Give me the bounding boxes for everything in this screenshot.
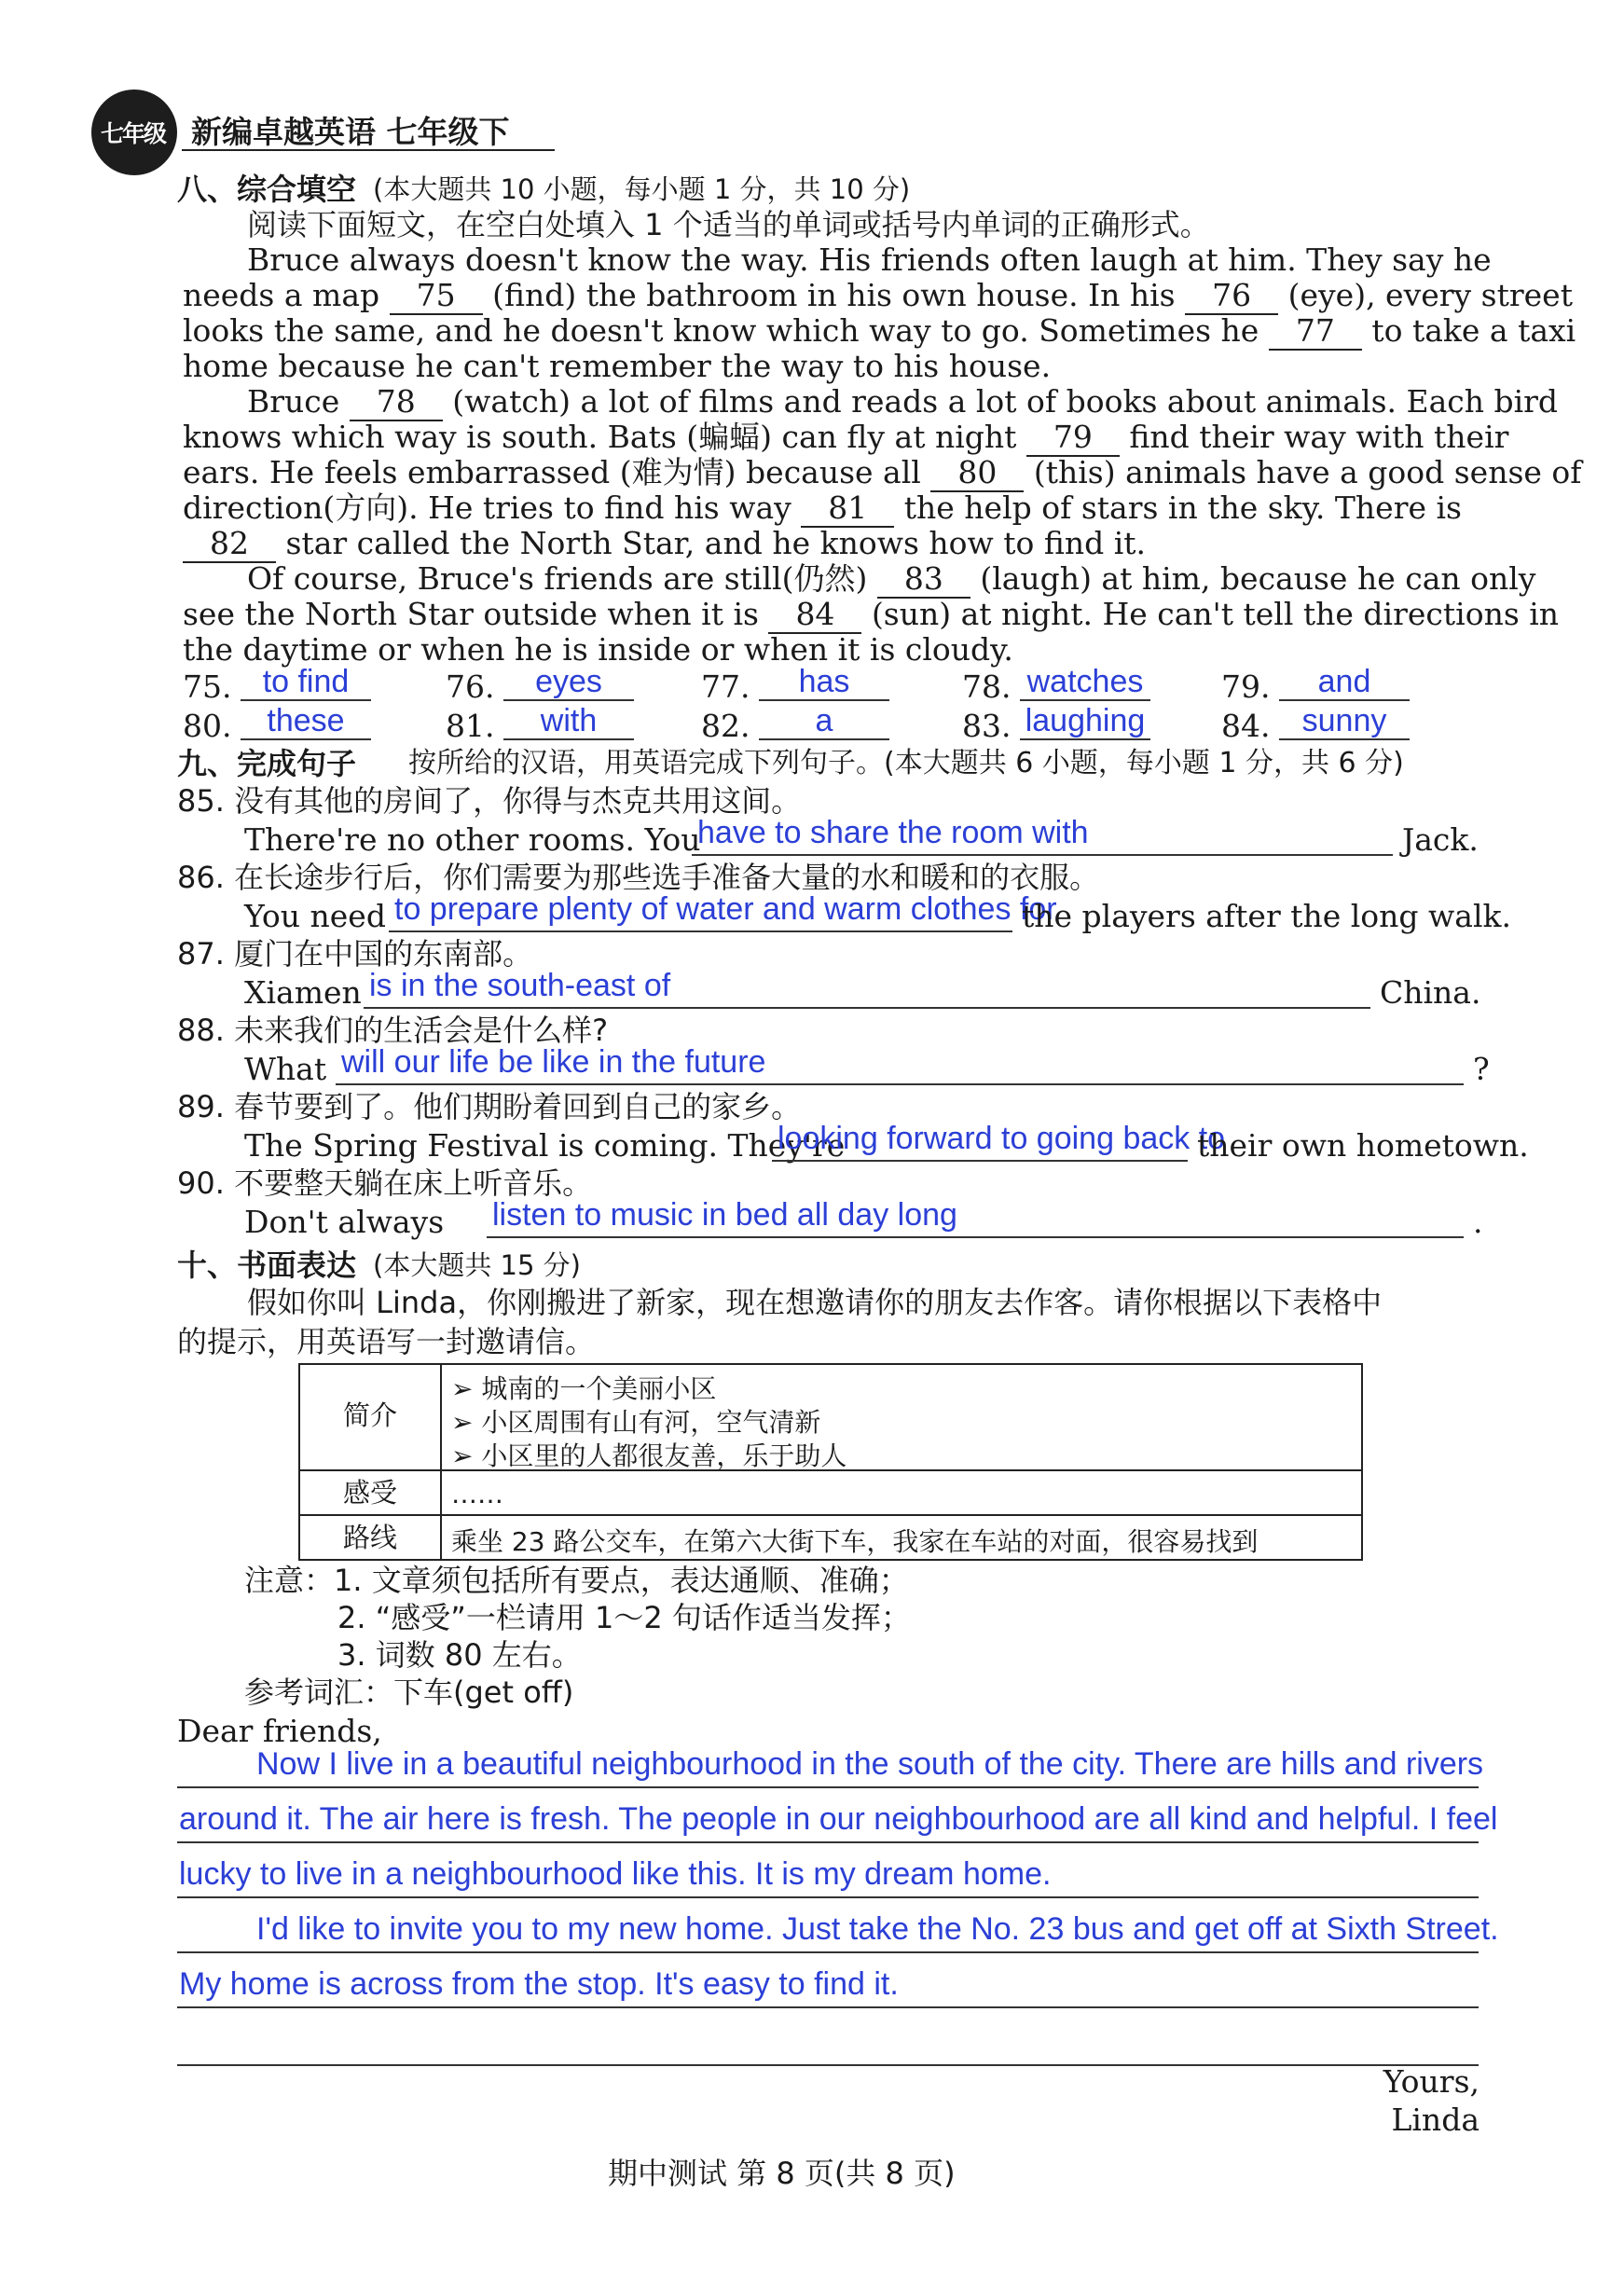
sentence-answer: to prepare plenty of water and warm clothes for bbox=[394, 891, 1057, 927]
note-line: 3. 词数 80 左右。 bbox=[337, 1637, 582, 1673]
passage-line: see the North Star outside when it is 84 (sun) at night. He can't tell the directions in bbox=[183, 596, 1560, 632]
answer-78: watches bbox=[1020, 664, 1150, 701]
sentence-end: their own hometown. bbox=[1197, 1127, 1529, 1164]
sentence-answer: is in the south-east of bbox=[369, 968, 671, 1003]
section10-prompt: 的提示，用英语写一封邀请信。 bbox=[177, 1324, 596, 1359]
passage-line: 82 star called the North Star, and he knows how to find it. bbox=[183, 526, 1146, 563]
passage-line: looks the same, and he doesn't know which way to go. Sometimes he 77 to take a taxi bbox=[183, 312, 1576, 349]
blank-76: 76 bbox=[1185, 278, 1278, 315]
answer-number: 84. bbox=[1221, 708, 1271, 744]
answer-77: has bbox=[759, 664, 889, 701]
passage-line: knows which way is south. Bats (蝙蝠) can fly at night 79 find their way with their bbox=[183, 419, 1509, 455]
sentence-start: There're no other rooms. You bbox=[244, 821, 701, 858]
note-line: 2. “感受”一栏请用 1～2 句话作适当发挥； bbox=[337, 1600, 911, 1635]
table-header-route: 路线 bbox=[300, 1516, 442, 1559]
answer-79: and bbox=[1279, 664, 1410, 701]
blank-84: 84 bbox=[768, 597, 861, 634]
essay-line: around it. The air here is fresh. The people in our neighbourhood are all kind and helpful. I feel bbox=[179, 1801, 1498, 1837]
vocab-note: 参考词汇：下车(get off) bbox=[244, 1675, 574, 1710]
closing: Yours, bbox=[1383, 2063, 1479, 2100]
answer-number: 82. bbox=[701, 708, 750, 744]
sentence-answer: listen to music in bed all day long bbox=[492, 1197, 957, 1233]
sentence-end: Jack. bbox=[1402, 821, 1479, 858]
answer-line bbox=[364, 1007, 1370, 1009]
sentence-end: the players after the long walk. bbox=[1022, 898, 1511, 934]
section9-instruction: 按所给的汉语，用英语完成下列句子。(本大题共 6 小题，每小题 1 分，共 6 分) bbox=[408, 747, 1404, 779]
table-header-feeling: 感受 bbox=[300, 1471, 442, 1514]
section10-prompt: 假如你叫 Linda，你刚搬进了新家，现在想邀请你的朋友去作客。请你根据以下表格中 bbox=[247, 1285, 1383, 1320]
answer-line bbox=[772, 1160, 1188, 1162]
answer-number: 83. bbox=[962, 708, 1012, 744]
sentence-answer: looking forward to going back to bbox=[778, 1121, 1226, 1156]
sentence-end: ? bbox=[1473, 1051, 1490, 1087]
salutation: Dear friends, bbox=[177, 1713, 382, 1749]
section8-instruction: 阅读下面短文，在空白处填入 1 个适当的单词或括号内单词的正确形式。 bbox=[247, 207, 1210, 242]
sentence-start: You need bbox=[244, 898, 386, 934]
sentence-answer: will our life be like in the future bbox=[341, 1044, 766, 1080]
section10-title: 十、书面表达 bbox=[177, 1247, 357, 1283]
answer-number: 79. bbox=[1221, 668, 1271, 705]
passage-line: Bruce always doesn't know the way. His friends often laugh at him. They say he bbox=[247, 241, 1492, 278]
sentence-start: What bbox=[244, 1051, 327, 1087]
passage-line: the daytime or when he is inside or when it is cloudy. bbox=[183, 631, 1013, 668]
sentence-prompt: 87. 厦门在中国的东南部。 bbox=[177, 936, 533, 972]
section9-title: 九、完成句子 bbox=[177, 746, 357, 781]
writing-line bbox=[177, 2064, 1479, 2066]
sentence-prompt: 85. 没有其他的房间了，你得与杰克共用这间。 bbox=[177, 783, 802, 819]
passage-line: direction(方向). He tries to find his way 81 the help of stars in the sky. There is bbox=[183, 489, 1462, 526]
table-cell: ➢ 小区里的人都很友善，乐于助人 bbox=[451, 1440, 847, 1471]
table-cell: ➢ 小区周围有山有河，空气清新 bbox=[451, 1407, 821, 1438]
table-cell: 乘坐 23 路公交车，在第六大街下车，我家在车站的对面，很容易找到 bbox=[451, 1526, 1259, 1557]
writing-line bbox=[177, 1951, 1479, 1953]
blank-83: 83 bbox=[877, 561, 970, 599]
writing-line bbox=[177, 1841, 1479, 1843]
essay-line: I'd like to invite you to my new home. Just take the No. 23 bus and get off at Sixth Street. bbox=[256, 1911, 1499, 1947]
table-cell: …… bbox=[451, 1479, 503, 1509]
header-rule bbox=[182, 149, 555, 151]
passage-line: Of course, Bruce's friends are still(仍然) 83 (laugh) at him, because he can only bbox=[247, 560, 1536, 597]
section8-note: (本大题共 10 小题，每小题 1 分，共 10 分) bbox=[373, 173, 911, 205]
blank-79: 79 bbox=[1026, 420, 1120, 457]
answer-83: laughing bbox=[1020, 703, 1150, 740]
answer-82: a bbox=[759, 703, 889, 740]
answer-number: 76. bbox=[446, 668, 495, 705]
writing-line bbox=[177, 2006, 1479, 2008]
answer-line bbox=[692, 854, 1393, 856]
sentence-prompt: 89. 春节要到了。他们期盼着回到自己的家乡。 bbox=[177, 1089, 802, 1124]
answer-line bbox=[487, 1236, 1464, 1238]
blank-77: 77 bbox=[1269, 313, 1362, 351]
note-line: 注意：1. 文章须包括所有要点，表达通顺、准确； bbox=[244, 1563, 909, 1598]
blank-75: 75 bbox=[390, 278, 483, 315]
section10-note: (本大题共 15 分) bbox=[373, 1249, 581, 1281]
section8-title: 八、综合填空 bbox=[177, 172, 357, 207]
table-header-intro: 简介 bbox=[300, 1365, 442, 1466]
essay-line: lucky to live in a neighbourhood like this. It is my dream home. bbox=[179, 1856, 1052, 1892]
sentence-start: Xiamen bbox=[244, 974, 362, 1011]
answer-line bbox=[389, 930, 1012, 932]
sentence-prompt: 90. 不要整天躺在床上听音乐。 bbox=[177, 1165, 593, 1201]
sentence-start: Don't always bbox=[244, 1204, 445, 1240]
sentence-answer: have to share the room with bbox=[697, 815, 1089, 850]
essay-line: My home is across from the stop. It's easy to find it. bbox=[179, 1966, 899, 2002]
writing-line bbox=[177, 1786, 1479, 1788]
blank-81: 81 bbox=[801, 490, 894, 528]
answer-number: 80. bbox=[183, 708, 232, 744]
sentence-end: . bbox=[1473, 1204, 1483, 1240]
answer-number: 77. bbox=[701, 668, 750, 705]
answer-81: with bbox=[503, 703, 634, 740]
page-footer: 期中测试 第 8 页(共 8 页) bbox=[608, 2156, 956, 2191]
essay-line: Now I live in a beautiful neighbourhood in the south of the city. There are hills and rivers bbox=[256, 1746, 1484, 1782]
info-table bbox=[298, 1363, 1363, 1561]
blank-78: 78 bbox=[350, 384, 443, 421]
passage-line: home because he can't remember the way to his house. bbox=[183, 348, 1052, 384]
book-title: 新编卓越英语 七年级下 bbox=[191, 114, 510, 150]
answer-76: eyes bbox=[503, 664, 634, 701]
answer-84: sunny bbox=[1279, 703, 1410, 740]
sentence-prompt: 86. 在长途步行后，你们需要为那些选手准备大量的水和暖和的衣服。 bbox=[177, 860, 1100, 895]
blank-82: 82 bbox=[183, 526, 276, 563]
passage-line: Bruce 78 (watch) a lot of films and reads a lot of books about animals. Each bird bbox=[247, 383, 1559, 420]
answer-number: 75. bbox=[183, 668, 232, 705]
answer-80: these bbox=[241, 703, 371, 740]
answer-line bbox=[336, 1083, 1464, 1085]
passage-line: ears. He feels embarrassed (难为情) because all 80 (this) animals have a good sense of bbox=[183, 454, 1582, 490]
writing-line bbox=[177, 1896, 1479, 1898]
grade-badge: 七年级 bbox=[91, 90, 177, 175]
answer-75: to find bbox=[241, 664, 371, 701]
sentence-start: The Spring Festival is coming. They're bbox=[244, 1127, 846, 1164]
answer-number: 81. bbox=[446, 708, 495, 744]
blank-80: 80 bbox=[930, 455, 1024, 492]
answer-number: 78. bbox=[962, 668, 1012, 705]
passage-line: needs a map 75 (find) the bathroom in his own house. In his 76 (eye), every street bbox=[183, 277, 1573, 313]
signature: Linda bbox=[1391, 2102, 1479, 2138]
sentence-end: China. bbox=[1380, 974, 1481, 1011]
sentence-prompt: 88. 未来我们的生活会是什么样? bbox=[177, 1013, 609, 1048]
table-cell: ➢ 城南的一个美丽小区 bbox=[451, 1373, 717, 1404]
